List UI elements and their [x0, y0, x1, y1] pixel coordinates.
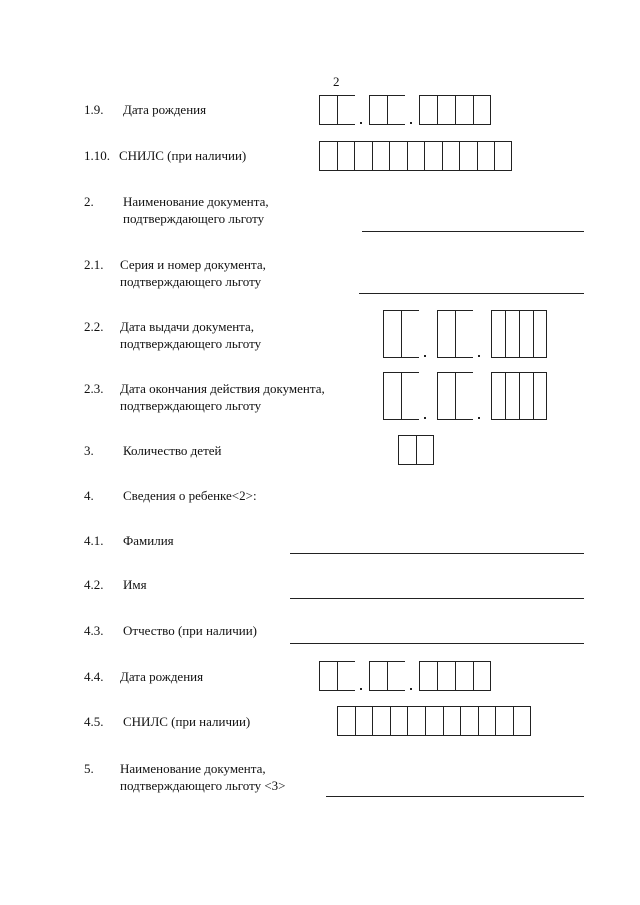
date-year-cell[interactable] [473, 661, 491, 691]
expiry-date-boxes[interactable] [383, 372, 547, 420]
date-year-cell[interactable] [505, 310, 519, 358]
item-2-1-label-line1: Серия и номер документа, [120, 257, 266, 272]
date-dot-separator [405, 661, 419, 691]
snils-cell[interactable] [355, 706, 373, 736]
count-cell[interactable] [398, 435, 416, 465]
snils-cell[interactable] [477, 141, 495, 171]
item-1-9-label: Дата рождения [123, 102, 207, 117]
item-4-2-number: 4.2. [84, 577, 104, 592]
snils-cell[interactable] [337, 141, 355, 171]
child-document-name-field[interactable] [326, 796, 584, 797]
item-4-3-label: Отчество (при наличии) [123, 623, 258, 638]
item-2-1-number: 2.1. [84, 257, 104, 272]
item-4-4-number: 4.4. [84, 669, 104, 684]
item-2-2-number: 2.2. [84, 319, 104, 334]
child-patronymic-field[interactable] [290, 643, 584, 644]
item-4-1-label: Фамилия [123, 533, 174, 548]
date-year-cell[interactable] [533, 310, 547, 358]
snils-cell[interactable] [354, 141, 372, 171]
document-series-number-field[interactable] [359, 293, 584, 294]
children-count-boxes[interactable] [398, 435, 434, 465]
snils-boxes[interactable] [319, 141, 512, 171]
snils-cell[interactable] [337, 706, 355, 736]
date-dot-separator [419, 372, 437, 420]
item-4-1-number: 4.1. [84, 533, 104, 548]
date-day-cell[interactable] [383, 372, 401, 420]
issue-date-boxes[interactable] [383, 310, 547, 358]
snils-cell[interactable] [389, 141, 407, 171]
item-4-2-label: Имя [123, 577, 147, 592]
date-year-cell[interactable] [519, 310, 533, 358]
snils-cell[interactable] [372, 141, 390, 171]
date-month-cell[interactable] [369, 95, 387, 125]
date-dot-separator [419, 310, 437, 358]
date-dot-separator [405, 95, 419, 125]
item-3-label: Количество детей [123, 443, 222, 458]
item-2-2-label-line2: подтверждающего льготу [120, 336, 262, 351]
child-surname-field[interactable] [290, 553, 584, 554]
date-year-cell[interactable] [419, 95, 437, 125]
date-dot-separator [355, 95, 369, 125]
date-month-cell[interactable] [437, 372, 455, 420]
item-2-2-label-line1: Дата выдачи документа, [120, 319, 255, 334]
item-2-1-label-line2: подтверждающего льготу [120, 274, 262, 289]
item-2-3-number: 2.3. [84, 381, 104, 396]
item-4-number: 4. [84, 488, 94, 503]
date-day-cell[interactable] [401, 372, 419, 420]
snils-cell[interactable] [390, 706, 408, 736]
date-year-cell[interactable] [455, 95, 473, 125]
snils-cell[interactable] [478, 706, 496, 736]
snils-cell[interactable] [319, 141, 337, 171]
snils-cell[interactable] [513, 706, 531, 736]
item-3-number: 3. [84, 443, 94, 458]
item-5-label-line1: Наименование документа, [120, 761, 266, 776]
date-year-cell[interactable] [491, 372, 505, 420]
birth-date-boxes[interactable] [319, 95, 491, 125]
date-year-cell[interactable] [505, 372, 519, 420]
document-name-field[interactable] [362, 231, 584, 232]
date-year-cell[interactable] [519, 372, 533, 420]
item-4-3-number: 4.3. [84, 623, 104, 638]
date-year-cell[interactable] [437, 661, 455, 691]
snils-cell[interactable] [495, 706, 513, 736]
date-month-cell[interactable] [387, 95, 405, 125]
child-birth-date-boxes[interactable] [319, 661, 491, 691]
item-1-10-label: СНИЛС (при наличии) [119, 148, 247, 163]
item-5-label-line2: подтверждающего льготу <3> [120, 778, 286, 793]
date-day-cell[interactable] [319, 95, 337, 125]
date-month-cell[interactable] [387, 661, 405, 691]
item-1-9-number: 1.9. [84, 102, 104, 117]
item-4-4-label: Дата рождения [120, 669, 204, 684]
item-4-5-label: СНИЛС (при наличии) [123, 714, 251, 729]
date-day-cell[interactable] [337, 661, 355, 691]
snils-cell[interactable] [459, 141, 477, 171]
snils-cell[interactable] [407, 141, 425, 171]
item-2-3-label-line2: подтверждающего льготу [120, 398, 262, 413]
child-snils-boxes[interactable] [337, 706, 531, 736]
item-2-label-line1: Наименование документа, [123, 194, 269, 209]
snils-cell[interactable] [407, 706, 425, 736]
date-dot-separator [473, 310, 491, 358]
date-year-cell[interactable] [473, 95, 491, 125]
snils-cell[interactable] [424, 141, 442, 171]
item-2-label-line2: подтверждающего льготу [123, 211, 265, 226]
date-year-cell[interactable] [533, 372, 547, 420]
date-dot-separator [473, 372, 491, 420]
snils-cell[interactable] [442, 141, 460, 171]
date-month-cell[interactable] [437, 310, 455, 358]
child-name-field[interactable] [290, 598, 584, 599]
item-2-3-label-line1: Дата окончания действия документа, [120, 381, 325, 396]
snils-cell[interactable] [460, 706, 478, 736]
date-year-cell[interactable] [455, 661, 473, 691]
item-4-label: Сведения о ребенке<2>: [123, 488, 257, 503]
date-month-cell[interactable] [369, 661, 387, 691]
item-2-number: 2. [84, 194, 94, 209]
date-day-cell[interactable] [319, 661, 337, 691]
date-month-cell[interactable] [455, 372, 473, 420]
snils-cell[interactable] [494, 141, 512, 171]
date-day-cell[interactable] [383, 310, 401, 358]
count-cell[interactable] [416, 435, 434, 465]
item-5-number: 5. [84, 761, 94, 776]
item-1-10-number: 1.10. [84, 148, 110, 163]
snils-cell[interactable] [372, 706, 390, 736]
date-year-cell[interactable] [491, 310, 505, 358]
date-dot-separator [355, 661, 369, 691]
item-4-5-number: 4.5. [84, 714, 104, 729]
date-day-cell[interactable] [401, 310, 419, 358]
date-month-cell[interactable] [455, 310, 473, 358]
snils-cell[interactable] [443, 706, 461, 736]
date-year-cell[interactable] [419, 661, 437, 691]
page-number: 2 [333, 74, 340, 89]
snils-cell[interactable] [425, 706, 443, 736]
date-day-cell[interactable] [337, 95, 355, 125]
date-year-cell[interactable] [437, 95, 455, 125]
